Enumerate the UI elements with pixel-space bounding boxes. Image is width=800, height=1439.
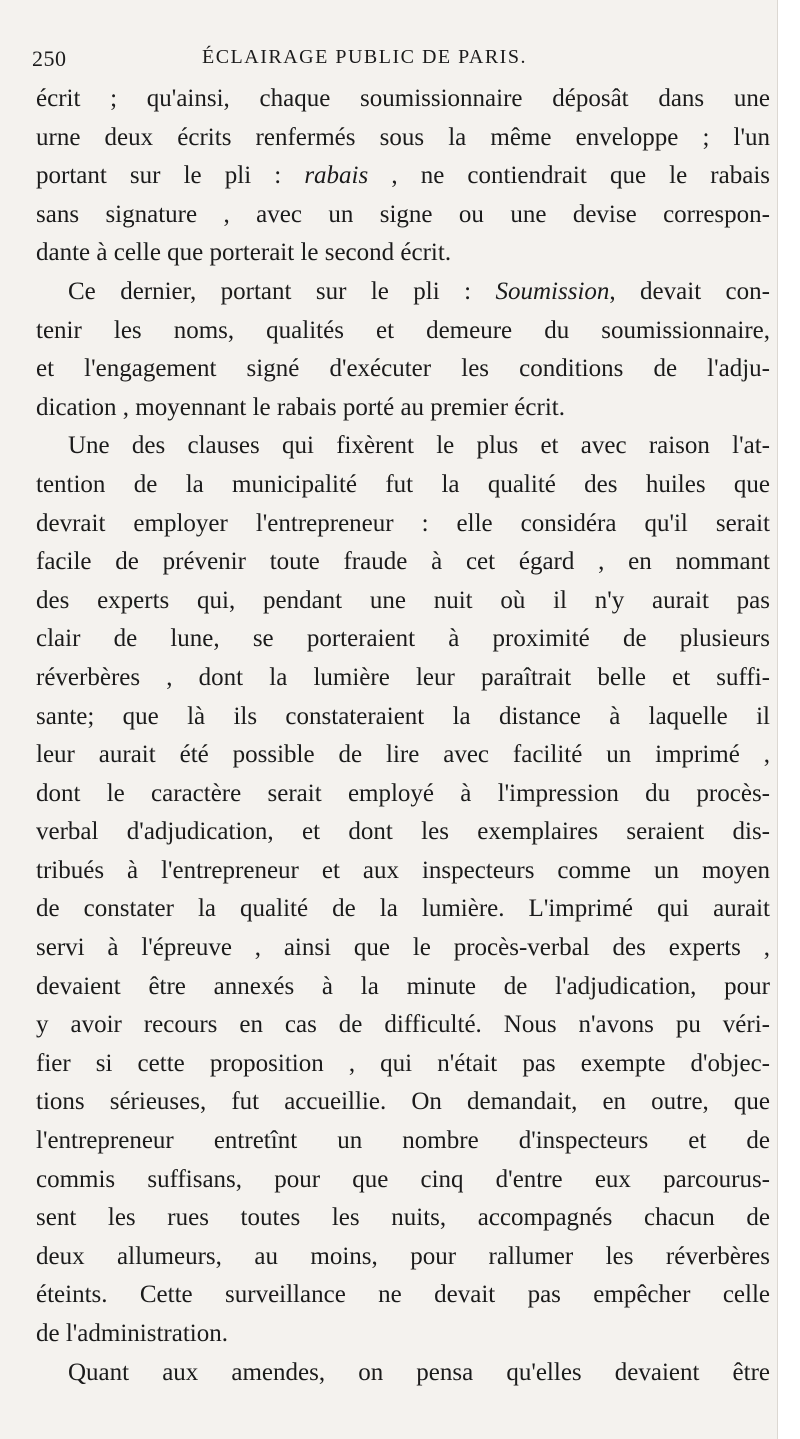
text-line: dication , moyennant le rabais porté au premier écrit. [36, 393, 565, 421]
text-line: sante; que là ils constateraient la distance à laquelle il [36, 702, 770, 730]
text-line: tions sérieuses, fut accueillie. On demandait, en outre, que [36, 1088, 770, 1116]
text-segment: , ne contiendrait que le rabais [368, 162, 770, 190]
text-line: commis suffisans, pour que cinq d'entre eux parcourus- [36, 1165, 770, 1193]
text-line: dante à celle que porterait le second écrit. [36, 239, 452, 267]
text-line: clair de lune, se porteraient à proximité de plusieurs [36, 625, 770, 653]
text-line [36, 273, 770, 312]
text-line: tribués à l'entrepreneur et aux inspecteurs comme un moyen [36, 856, 770, 884]
text-line: réverbères , dont la lumière leur paraîtrait belle et suffi- [36, 663, 770, 691]
text-line: devaient être annexés à la minute de l'adjudication, pour [36, 972, 770, 1000]
text-line: écrit ; qu'ainsi, chaque soumissionnaire déposât dans une [36, 85, 770, 112]
text-line: y avoir recours en cas de difficulté. Nous n'avons pu véri- [36, 1011, 770, 1039]
italic-term: rabais [304, 162, 369, 190]
text-line: fier si cette proposition , qui n'était pas exempte d'objec- [36, 1049, 770, 1077]
text-line: éteints. Cette surveillance ne devait pas empêcher celle [36, 1281, 770, 1309]
text-segment: , devait con- [609, 277, 770, 305]
text-line: de constater la qualité de la lumière. L'imprimé qui aurait [36, 895, 770, 923]
running-title: ÉCLAIRAGE PUBLIC DE PARIS. [202, 46, 527, 68]
text-line: Quant aux amendes, on pensa qu'elles devaient être [68, 1358, 770, 1386]
body-text [36, 80, 770, 1392]
italic-term: Soumission [495, 277, 610, 305]
text-line: servi à l'épreuve , ainsi que le procès-verbal des experts , [36, 934, 770, 962]
text-line: urne deux écrits renfermés sous la même enveloppe ; l'un [36, 123, 770, 151]
text-segment: portant sur le pli : [36, 162, 305, 190]
text-line: sans signature , avec un signe ou une devise correspon- [36, 200, 770, 228]
text-line: des experts qui, pendant une nuit où il n'y aurait pas [36, 586, 770, 614]
text-segment: Ce dernier, portant sur le pli : [68, 277, 496, 305]
text-line: facile de prévenir toute fraude à cet égard , en nommant [36, 548, 770, 576]
text-line: l'entrepreneur entretînt un nombre d'inspecteurs et de [36, 1127, 770, 1155]
page-number: 250 [32, 46, 67, 71]
text-line: tenir les noms, qualités et demeure du soumissionnaire, [36, 316, 770, 344]
text-line: de l'administration. [36, 1320, 228, 1347]
text-line: et l'engagement signé d'exécuter les conditions de l'adju- [36, 355, 770, 383]
text-line: tention de la municipalité fut la qualité des huiles que [36, 470, 770, 498]
text-line: devrait employer l'entrepreneur : elle considéra qu'il serait [36, 509, 770, 537]
text-line [36, 157, 770, 196]
page-header [32, 46, 632, 76]
text-line: verbal d'adjudication, et dont les exemplaires seraient dis- [36, 818, 770, 846]
text-line: leur aurait été possible de lire avec facilité un imprimé , [36, 741, 770, 769]
text-line: deux allumeurs, au moins, pour rallumer les réverbères [36, 1242, 770, 1270]
text-line: dont le caractère serait employé à l'impression du procès- [36, 779, 770, 807]
text-line: Une des clauses qui fixèrent le plus et avec raison l'at- [68, 432, 770, 460]
text-line: sent les rues toutes les nuits, accompagnés chacun de [36, 1204, 770, 1232]
